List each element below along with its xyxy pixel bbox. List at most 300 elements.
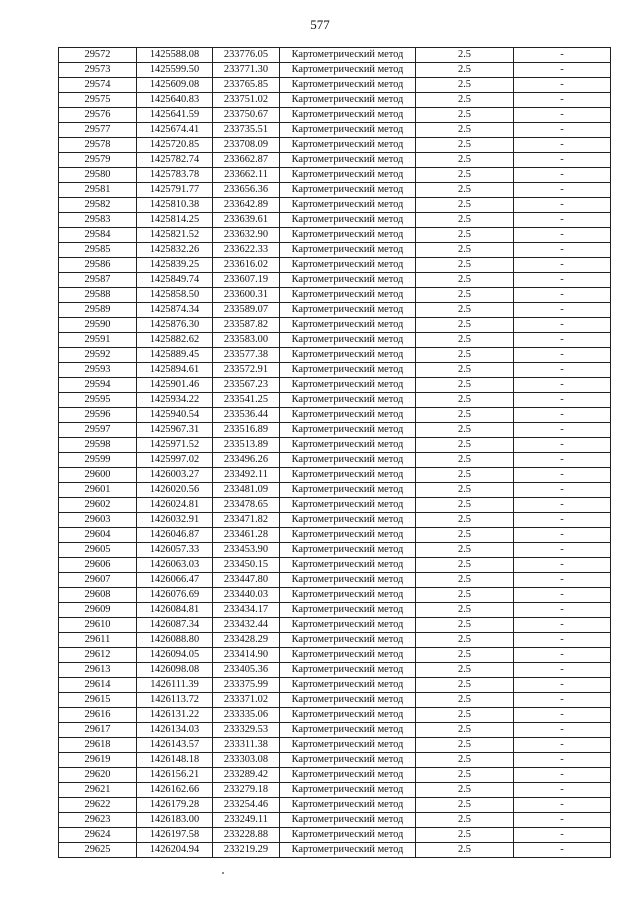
point-number-cell: 29584 xyxy=(59,228,137,243)
method-cell: Картометрический метод xyxy=(280,618,416,633)
method-cell: Картометрический метод xyxy=(280,183,416,198)
method-cell: Картометрический метод xyxy=(280,273,416,288)
x-coordinate-cell: 1426131.22 xyxy=(137,708,213,723)
accuracy-cell: 2.5 xyxy=(416,258,514,273)
y-coordinate-cell: 233513.89 xyxy=(213,438,280,453)
x-coordinate-cell: 1425609.08 xyxy=(137,78,213,93)
table-row xyxy=(59,603,611,618)
method-cell: Картометрический метод xyxy=(280,633,416,648)
accuracy-cell: 2.5 xyxy=(416,813,514,828)
y-coordinate-cell: 233492.11 xyxy=(213,468,280,483)
x-coordinate-cell: 1425901.46 xyxy=(137,378,213,393)
point-number-cell: 29581 xyxy=(59,183,137,198)
table-row xyxy=(59,573,611,588)
point-number-cell: 29586 xyxy=(59,258,137,273)
x-coordinate-cell: 1426094.05 xyxy=(137,648,213,663)
description-cell: - xyxy=(514,303,611,318)
description-cell: - xyxy=(514,318,611,333)
x-coordinate-cell: 1426143.57 xyxy=(137,738,213,753)
y-coordinate-cell: 233440.03 xyxy=(213,588,280,603)
x-coordinate-cell: 1425641.59 xyxy=(137,108,213,123)
x-coordinate-cell: 1425783.78 xyxy=(137,168,213,183)
y-coordinate-cell: 233735.51 xyxy=(213,123,280,138)
description-cell: - xyxy=(514,213,611,228)
accuracy-cell: 2.5 xyxy=(416,798,514,813)
method-cell: Картометрический метод xyxy=(280,483,416,498)
y-coordinate-cell: 233432.44 xyxy=(213,618,280,633)
x-coordinate-cell: 1426204.94 xyxy=(137,843,213,858)
table-row xyxy=(59,798,611,813)
method-cell: Картометрический метод xyxy=(280,468,416,483)
y-coordinate-cell: 233583.00 xyxy=(213,333,280,348)
point-number-cell: 29620 xyxy=(59,768,137,783)
point-number-cell: 29588 xyxy=(59,288,137,303)
description-cell: - xyxy=(514,228,611,243)
method-cell: Картометрический метод xyxy=(280,198,416,213)
method-cell: Картометрический метод xyxy=(280,393,416,408)
method-cell: Картометрический метод xyxy=(280,168,416,183)
y-coordinate-cell: 233254.46 xyxy=(213,798,280,813)
table-row xyxy=(59,408,611,423)
method-cell: Картометрический метод xyxy=(280,708,416,723)
accuracy-cell: 2.5 xyxy=(416,228,514,243)
x-coordinate-cell: 1426148.18 xyxy=(137,753,213,768)
point-number-cell: 29578 xyxy=(59,138,137,153)
method-cell: Картометрический метод xyxy=(280,108,416,123)
table-row xyxy=(59,168,611,183)
x-coordinate-cell: 1426179.28 xyxy=(137,798,213,813)
table-row xyxy=(59,588,611,603)
y-coordinate-cell: 233632.90 xyxy=(213,228,280,243)
method-cell: Картометрический метод xyxy=(280,453,416,468)
point-number-cell: 29587 xyxy=(59,273,137,288)
table-row xyxy=(59,648,611,663)
accuracy-cell: 2.5 xyxy=(416,528,514,543)
x-coordinate-cell: 1425810.38 xyxy=(137,198,213,213)
accuracy-cell: 2.5 xyxy=(416,183,514,198)
table-row xyxy=(59,453,611,468)
point-number-cell: 29593 xyxy=(59,363,137,378)
point-number-cell: 29603 xyxy=(59,513,137,528)
accuracy-cell: 2.5 xyxy=(416,48,514,63)
table-row xyxy=(59,693,611,708)
point-number-cell: 29624 xyxy=(59,828,137,843)
description-cell: - xyxy=(514,363,611,378)
point-number-cell: 29618 xyxy=(59,738,137,753)
point-number-cell: 29610 xyxy=(59,618,137,633)
description-cell: - xyxy=(514,828,611,843)
point-number-cell: 29598 xyxy=(59,438,137,453)
method-cell: Картометрический метод xyxy=(280,573,416,588)
table-row xyxy=(59,558,611,573)
accuracy-cell: 2.5 xyxy=(416,93,514,108)
accuracy-cell: 2.5 xyxy=(416,708,514,723)
accuracy-cell: 2.5 xyxy=(416,678,514,693)
x-coordinate-cell: 1426063.03 xyxy=(137,558,213,573)
table-row xyxy=(59,828,611,843)
method-cell: Картометрический метод xyxy=(280,498,416,513)
y-coordinate-cell: 233662.87 xyxy=(213,153,280,168)
y-coordinate-cell: 233289.42 xyxy=(213,768,280,783)
x-coordinate-cell: 1426066.47 xyxy=(137,573,213,588)
accuracy-cell: 2.5 xyxy=(416,543,514,558)
method-cell: Картометрический метод xyxy=(280,288,416,303)
y-coordinate-cell: 233311.38 xyxy=(213,738,280,753)
x-coordinate-cell: 1425782.74 xyxy=(137,153,213,168)
x-coordinate-cell: 1425940.54 xyxy=(137,408,213,423)
accuracy-cell: 2.5 xyxy=(416,108,514,123)
description-cell: - xyxy=(514,843,611,858)
description-cell: - xyxy=(514,333,611,348)
table-row xyxy=(59,543,611,558)
table-row xyxy=(59,198,611,213)
x-coordinate-cell: 1426003.27 xyxy=(137,468,213,483)
description-cell: - xyxy=(514,168,611,183)
table-row xyxy=(59,708,611,723)
table-row xyxy=(59,183,611,198)
method-cell: Картометрический метод xyxy=(280,813,416,828)
x-coordinate-cell: 1425971.52 xyxy=(137,438,213,453)
table-row xyxy=(59,768,611,783)
y-coordinate-cell: 233572.91 xyxy=(213,363,280,378)
x-coordinate-cell: 1426020.56 xyxy=(137,483,213,498)
point-number-cell: 29602 xyxy=(59,498,137,513)
y-coordinate-cell: 233375.99 xyxy=(213,678,280,693)
method-cell: Картометрический метод xyxy=(280,378,416,393)
table-row xyxy=(59,678,611,693)
table-row xyxy=(59,438,611,453)
method-cell: Картометрический метод xyxy=(280,63,416,78)
x-coordinate-cell: 1426162.66 xyxy=(137,783,213,798)
accuracy-cell: 2.5 xyxy=(416,618,514,633)
accuracy-cell: 2.5 xyxy=(416,63,514,78)
accuracy-cell: 2.5 xyxy=(416,783,514,798)
point-number-cell: 29625 xyxy=(59,843,137,858)
table-row xyxy=(59,378,611,393)
accuracy-cell: 2.5 xyxy=(416,318,514,333)
table-row xyxy=(59,483,611,498)
accuracy-cell: 2.5 xyxy=(416,693,514,708)
method-cell: Картометрический метод xyxy=(280,693,416,708)
point-number-cell: 29606 xyxy=(59,558,137,573)
accuracy-cell: 2.5 xyxy=(416,483,514,498)
x-coordinate-cell: 1426057.33 xyxy=(137,543,213,558)
method-cell: Картометрический метод xyxy=(280,243,416,258)
point-number-cell: 29608 xyxy=(59,588,137,603)
description-cell: - xyxy=(514,408,611,423)
method-cell: Картометрический метод xyxy=(280,93,416,108)
point-number-cell: 29575 xyxy=(59,93,137,108)
description-cell: - xyxy=(514,438,611,453)
point-number-cell: 29616 xyxy=(59,708,137,723)
table-row xyxy=(59,723,611,738)
accuracy-cell: 2.5 xyxy=(416,468,514,483)
y-coordinate-cell: 233434.17 xyxy=(213,603,280,618)
method-cell: Картометрический метод xyxy=(280,333,416,348)
point-number-cell: 29596 xyxy=(59,408,137,423)
coordinates-table-container xyxy=(58,47,611,858)
method-cell: Картометрический метод xyxy=(280,648,416,663)
x-coordinate-cell: 1426046.87 xyxy=(137,528,213,543)
accuracy-cell: 2.5 xyxy=(416,168,514,183)
accuracy-cell: 2.5 xyxy=(416,333,514,348)
description-cell: - xyxy=(514,453,611,468)
point-number-cell: 29591 xyxy=(59,333,137,348)
method-cell: Картометрический метод xyxy=(280,783,416,798)
description-cell: - xyxy=(514,258,611,273)
description-cell: - xyxy=(514,693,611,708)
description-cell: - xyxy=(514,543,611,558)
x-coordinate-cell: 1425832.26 xyxy=(137,243,213,258)
description-cell: - xyxy=(514,48,611,63)
method-cell: Картометрический метод xyxy=(280,48,416,63)
y-coordinate-cell: 233577.38 xyxy=(213,348,280,363)
description-cell: - xyxy=(514,753,611,768)
y-coordinate-cell: 233450.15 xyxy=(213,558,280,573)
y-coordinate-cell: 233478.65 xyxy=(213,498,280,513)
description-cell: - xyxy=(514,423,611,438)
x-coordinate-cell: 1425858.50 xyxy=(137,288,213,303)
table-row xyxy=(59,123,611,138)
table-row xyxy=(59,258,611,273)
description-cell: - xyxy=(514,663,611,678)
method-cell: Картометрический метод xyxy=(280,528,416,543)
table-row xyxy=(59,393,611,408)
x-coordinate-cell: 1425889.45 xyxy=(137,348,213,363)
description-cell: - xyxy=(514,108,611,123)
point-number-cell: 29594 xyxy=(59,378,137,393)
method-cell: Картометрический метод xyxy=(280,228,416,243)
accuracy-cell: 2.5 xyxy=(416,723,514,738)
table-row xyxy=(59,273,611,288)
description-cell: - xyxy=(514,783,611,798)
y-coordinate-cell: 233428.29 xyxy=(213,633,280,648)
point-number-cell: 29622 xyxy=(59,798,137,813)
point-number-cell: 29589 xyxy=(59,303,137,318)
point-number-cell: 29572 xyxy=(59,48,137,63)
method-cell: Картометрический метод xyxy=(280,678,416,693)
table-row xyxy=(59,813,611,828)
point-number-cell: 29595 xyxy=(59,393,137,408)
y-coordinate-cell: 233662.11 xyxy=(213,168,280,183)
scan-speck xyxy=(222,872,224,874)
description-cell: - xyxy=(514,708,611,723)
x-coordinate-cell: 1425791.77 xyxy=(137,183,213,198)
y-coordinate-cell: 233541.25 xyxy=(213,393,280,408)
y-coordinate-cell: 233279.18 xyxy=(213,783,280,798)
y-coordinate-cell: 233771.30 xyxy=(213,63,280,78)
y-coordinate-cell: 233776.05 xyxy=(213,48,280,63)
accuracy-cell: 2.5 xyxy=(416,78,514,93)
point-number-cell: 29582 xyxy=(59,198,137,213)
method-cell: Картометрический метод xyxy=(280,513,416,528)
description-cell: - xyxy=(514,738,611,753)
method-cell: Картометрический метод xyxy=(280,558,416,573)
description-cell: - xyxy=(514,78,611,93)
y-coordinate-cell: 233639.61 xyxy=(213,213,280,228)
description-cell: - xyxy=(514,288,611,303)
y-coordinate-cell: 233750.67 xyxy=(213,108,280,123)
accuracy-cell: 2.5 xyxy=(416,843,514,858)
accuracy-cell: 2.5 xyxy=(416,378,514,393)
x-coordinate-cell: 1425821.52 xyxy=(137,228,213,243)
accuracy-cell: 2.5 xyxy=(416,498,514,513)
method-cell: Картометрический метод xyxy=(280,663,416,678)
table-row xyxy=(59,63,611,78)
description-cell: - xyxy=(514,573,611,588)
method-cell: Картометрический метод xyxy=(280,798,416,813)
table-row xyxy=(59,528,611,543)
point-number-cell: 29597 xyxy=(59,423,137,438)
description-cell: - xyxy=(514,498,611,513)
y-coordinate-cell: 233708.09 xyxy=(213,138,280,153)
y-coordinate-cell: 233622.33 xyxy=(213,243,280,258)
point-number-cell: 29599 xyxy=(59,453,137,468)
table-row xyxy=(59,423,611,438)
x-coordinate-cell: 1426197.58 xyxy=(137,828,213,843)
point-number-cell: 29585 xyxy=(59,243,137,258)
point-number-cell: 29574 xyxy=(59,78,137,93)
y-coordinate-cell: 233303.08 xyxy=(213,753,280,768)
description-cell: - xyxy=(514,468,611,483)
accuracy-cell: 2.5 xyxy=(416,573,514,588)
x-coordinate-cell: 1425967.31 xyxy=(137,423,213,438)
point-number-cell: 29604 xyxy=(59,528,137,543)
method-cell: Картометрический метод xyxy=(280,78,416,93)
y-coordinate-cell: 233567.23 xyxy=(213,378,280,393)
point-number-cell: 29623 xyxy=(59,813,137,828)
table-row xyxy=(59,333,611,348)
x-coordinate-cell: 1425874.34 xyxy=(137,303,213,318)
y-coordinate-cell: 233587.82 xyxy=(213,318,280,333)
x-coordinate-cell: 1425894.61 xyxy=(137,363,213,378)
description-cell: - xyxy=(514,123,611,138)
method-cell: Картометрический метод xyxy=(280,843,416,858)
x-coordinate-cell: 1426087.34 xyxy=(137,618,213,633)
table-row xyxy=(59,363,611,378)
description-cell: - xyxy=(514,348,611,363)
accuracy-cell: 2.5 xyxy=(416,738,514,753)
y-coordinate-cell: 233536.44 xyxy=(213,408,280,423)
table-row xyxy=(59,468,611,483)
x-coordinate-cell: 1425640.83 xyxy=(137,93,213,108)
x-coordinate-cell: 1425599.50 xyxy=(137,63,213,78)
y-coordinate-cell: 233329.53 xyxy=(213,723,280,738)
y-coordinate-cell: 233600.31 xyxy=(213,288,280,303)
x-coordinate-cell: 1425674.41 xyxy=(137,123,213,138)
table-row xyxy=(59,48,611,63)
x-coordinate-cell: 1425588.08 xyxy=(137,48,213,63)
description-cell: - xyxy=(514,393,611,408)
description-cell: - xyxy=(514,513,611,528)
method-cell: Картометрический метод xyxy=(280,123,416,138)
description-cell: - xyxy=(514,183,611,198)
method-cell: Картометрический метод xyxy=(280,408,416,423)
coordinates-table xyxy=(58,47,611,858)
description-cell: - xyxy=(514,648,611,663)
description-cell: - xyxy=(514,768,611,783)
point-number-cell: 29600 xyxy=(59,468,137,483)
method-cell: Картометрический метод xyxy=(280,753,416,768)
point-number-cell: 29573 xyxy=(59,63,137,78)
table-row xyxy=(59,738,611,753)
method-cell: Картометрический метод xyxy=(280,588,416,603)
x-coordinate-cell: 1425814.25 xyxy=(137,213,213,228)
accuracy-cell: 2.5 xyxy=(416,603,514,618)
table-row xyxy=(59,348,611,363)
accuracy-cell: 2.5 xyxy=(416,123,514,138)
x-coordinate-cell: 1426183.00 xyxy=(137,813,213,828)
description-cell: - xyxy=(514,198,611,213)
description-cell: - xyxy=(514,63,611,78)
accuracy-cell: 2.5 xyxy=(416,213,514,228)
x-coordinate-cell: 1425997.02 xyxy=(137,453,213,468)
y-coordinate-cell: 233751.02 xyxy=(213,93,280,108)
table-row xyxy=(59,783,611,798)
y-coordinate-cell: 233405.36 xyxy=(213,663,280,678)
y-coordinate-cell: 233335.06 xyxy=(213,708,280,723)
description-cell: - xyxy=(514,813,611,828)
accuracy-cell: 2.5 xyxy=(416,243,514,258)
x-coordinate-cell: 1426156.21 xyxy=(137,768,213,783)
point-number-cell: 29615 xyxy=(59,693,137,708)
y-coordinate-cell: 233616.02 xyxy=(213,258,280,273)
point-number-cell: 29590 xyxy=(59,318,137,333)
description-cell: - xyxy=(514,483,611,498)
point-number-cell: 29607 xyxy=(59,573,137,588)
table-row xyxy=(59,213,611,228)
point-number-cell: 29577 xyxy=(59,123,137,138)
method-cell: Картометрический метод xyxy=(280,543,416,558)
x-coordinate-cell: 1426024.81 xyxy=(137,498,213,513)
method-cell: Картометрический метод xyxy=(280,828,416,843)
point-number-cell: 29611 xyxy=(59,633,137,648)
accuracy-cell: 2.5 xyxy=(416,648,514,663)
description-cell: - xyxy=(514,678,611,693)
accuracy-cell: 2.5 xyxy=(416,828,514,843)
accuracy-cell: 2.5 xyxy=(416,153,514,168)
accuracy-cell: 2.5 xyxy=(416,288,514,303)
point-number-cell: 29617 xyxy=(59,723,137,738)
table-row xyxy=(59,78,611,93)
page-number: 577 xyxy=(310,17,330,32)
x-coordinate-cell: 1426088.80 xyxy=(137,633,213,648)
method-cell: Картометрический метод xyxy=(280,738,416,753)
point-number-cell: 29609 xyxy=(59,603,137,618)
accuracy-cell: 2.5 xyxy=(416,303,514,318)
point-number-cell: 29583 xyxy=(59,213,137,228)
description-cell: - xyxy=(514,378,611,393)
table-row xyxy=(59,753,611,768)
point-number-cell: 29576 xyxy=(59,108,137,123)
method-cell: Картометрический метод xyxy=(280,723,416,738)
x-coordinate-cell: 1425876.30 xyxy=(137,318,213,333)
accuracy-cell: 2.5 xyxy=(416,558,514,573)
method-cell: Картометрический метод xyxy=(280,438,416,453)
y-coordinate-cell: 233249.11 xyxy=(213,813,280,828)
table-row xyxy=(59,663,611,678)
description-cell: - xyxy=(514,588,611,603)
x-coordinate-cell: 1426134.03 xyxy=(137,723,213,738)
table-row xyxy=(59,843,611,858)
description-cell: - xyxy=(514,93,611,108)
table-row xyxy=(59,288,611,303)
accuracy-cell: 2.5 xyxy=(416,423,514,438)
table-row xyxy=(59,513,611,528)
method-cell: Картометрический метод xyxy=(280,768,416,783)
point-number-cell: 29612 xyxy=(59,648,137,663)
accuracy-cell: 2.5 xyxy=(416,588,514,603)
